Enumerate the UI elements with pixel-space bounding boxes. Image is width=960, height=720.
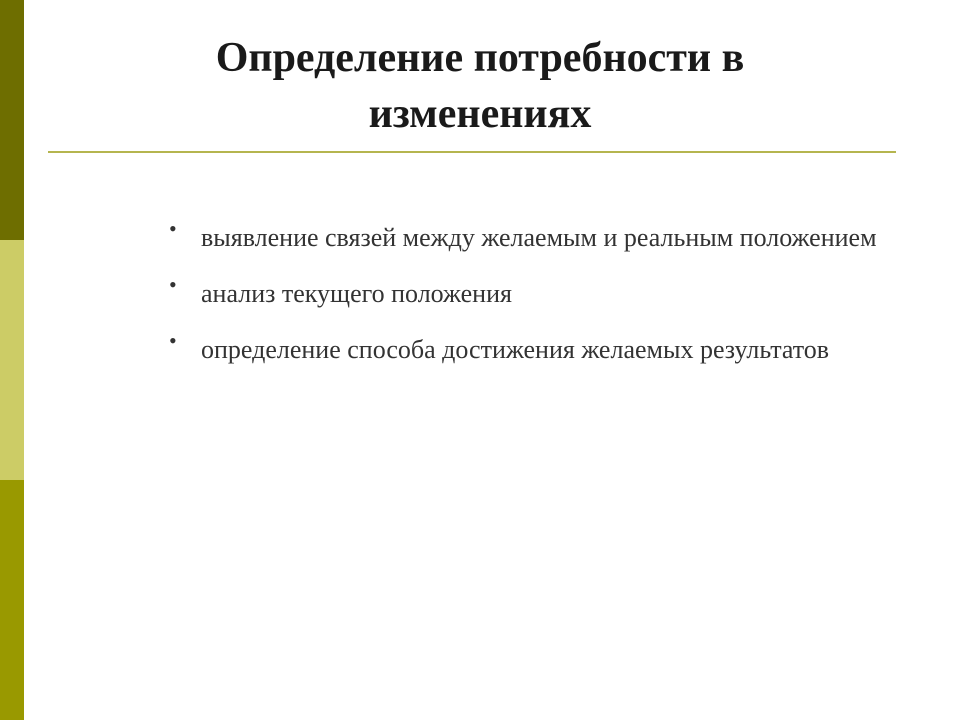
list-item bbox=[165, 328, 885, 366]
sidebar-segment-middle bbox=[0, 240, 24, 480]
bullet-icon: • bbox=[169, 328, 177, 353]
slide-title bbox=[60, 30, 900, 142]
list-item bbox=[165, 272, 885, 310]
bullet-text: выявление связей между желаемым и реальным положением bbox=[201, 223, 877, 252]
bullet-text: определение способа достижения желаемых результатов bbox=[201, 335, 830, 364]
list-item bbox=[165, 216, 885, 254]
bullet-text: анализ текущего положения bbox=[201, 279, 512, 308]
sidebar-segment-bottom bbox=[0, 480, 24, 720]
slide-title-line-2: изменениях bbox=[368, 91, 592, 137]
sidebar-segment-top bbox=[0, 0, 24, 240]
bullet-icon: • bbox=[169, 272, 177, 297]
slide-title-line-1: Определение потребности в bbox=[215, 35, 745, 81]
bullet-list bbox=[165, 216, 885, 390]
bullet-icon: • bbox=[169, 216, 177, 241]
title-underline bbox=[48, 151, 896, 153]
